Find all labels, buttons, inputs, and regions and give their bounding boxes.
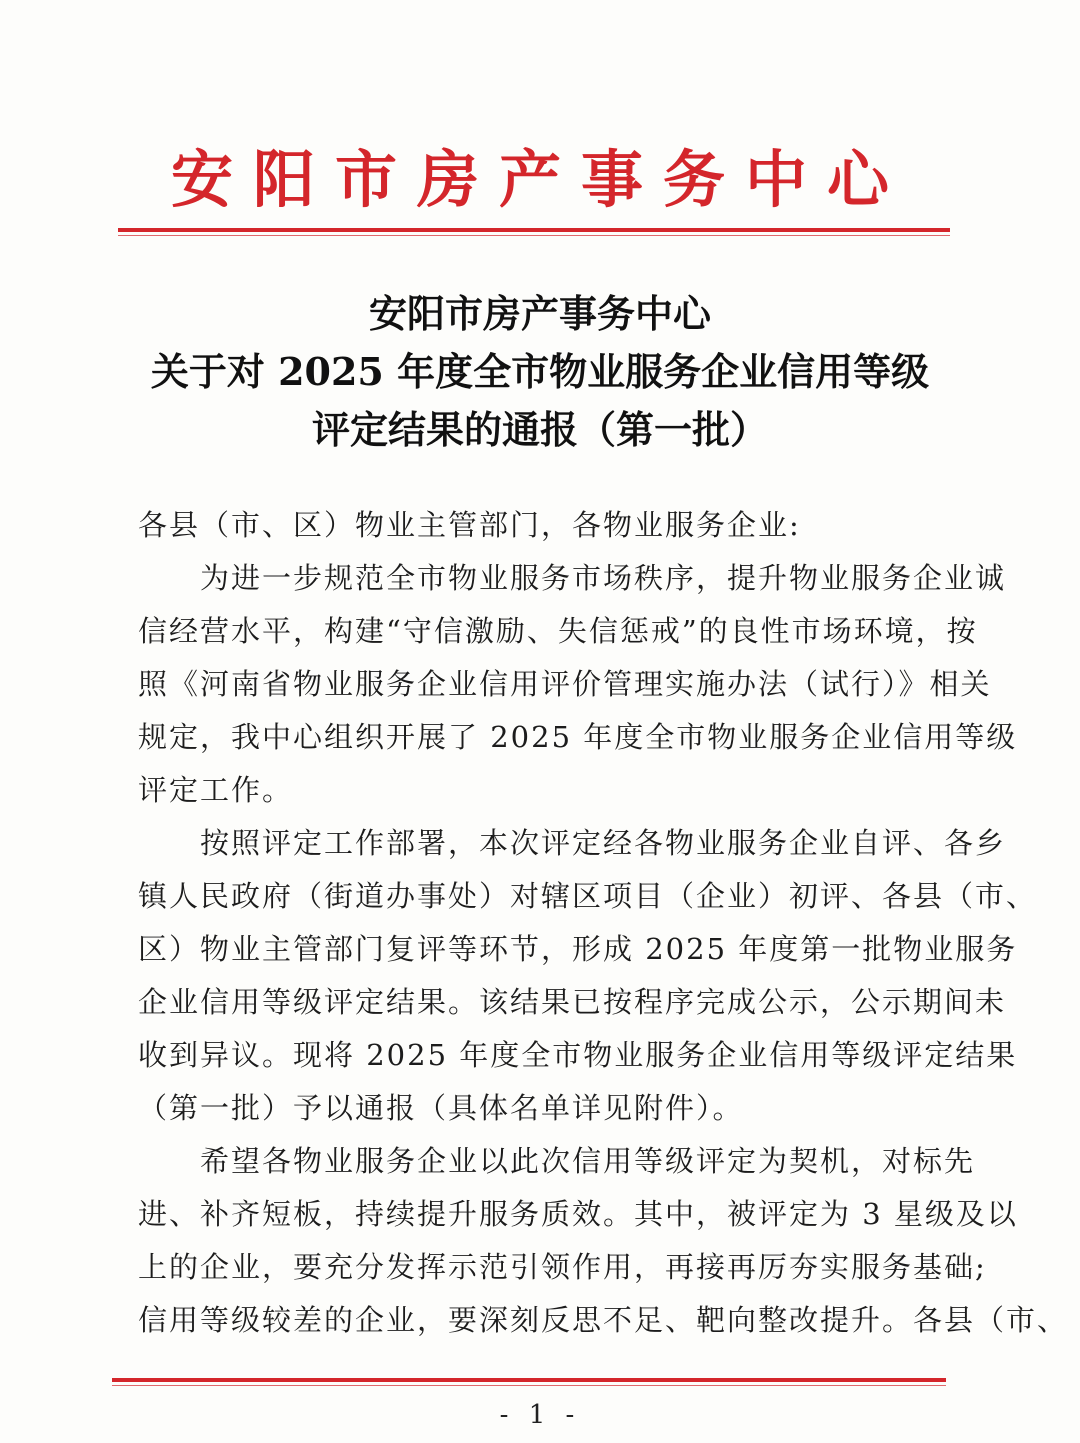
document-title-line-1: 安阳市房产事务中心 xyxy=(368,291,711,336)
body-line: 区）物业主管部门复评等环节，形成 2025 年度第一批物业服务 xyxy=(138,932,1018,966)
body-line: 信用等级较差的企业，要深刻反思不足、靶向整改提升。各县（市、 xyxy=(138,1303,1069,1337)
body-line: 按照评定工作部署，本次评定经各物业服务企业自评、各乡 xyxy=(138,826,1007,860)
document-title-line-3: 评定结果的通报（第一批） xyxy=(311,407,768,452)
salutation-line: 各县（市、区）物业主管部门，各物业服务企业: xyxy=(138,508,801,542)
red-header-rule-thin xyxy=(118,235,950,236)
red-footer-rule-thin xyxy=(112,1385,946,1386)
body-line: 为进一步规范全市物业服务市场秩序，提升物业服务企业诚 xyxy=(138,561,1007,595)
red-header-rule xyxy=(118,228,950,232)
issuing-org-header: 安阳市房产事务中心 xyxy=(170,143,909,216)
document-title-line-2: 关于对 2025 年度全市物业服务企业信用等级 xyxy=(150,349,930,394)
body-line: 照《河南省物业服务企业信用评价管理实施办法（试行）》相关 xyxy=(138,667,992,701)
body-line: 收到异议。现将 2025 年度全市物业服务企业信用等级评定结果 xyxy=(138,1038,1018,1072)
body-line: （第一批）予以通报（具体名单详见附件）。 xyxy=(138,1091,744,1125)
body-line: 信经营水平，构建“守信激励、失信惩戒”的良性市场环境，按 xyxy=(138,614,978,648)
body-line: 企业信用等级评定结果。该结果已按程序完成公示，公示期间未 xyxy=(138,985,1007,1019)
red-footer-rule xyxy=(112,1378,946,1382)
body-line: 上的企业，要充分发挥示范引领作用，再接再厉夯实服务基础; xyxy=(138,1250,987,1284)
body-line: 进、补齐短板，持续提升服务质效。其中，被评定为 3 星级及以 xyxy=(138,1197,1018,1231)
body-line: 规定，我中心组织开展了 2025 年度全市物业服务企业信用等级 xyxy=(138,720,1018,754)
body-line: 评定工作。 xyxy=(138,773,294,807)
page-number: - 1 - xyxy=(499,1400,581,1430)
body-line: 镇人民政府（街道办事处）对辖区项目（企业）初评、各县（市、 xyxy=(138,879,1038,913)
body-line: 希望各物业服务企业以此次信用等级评定为契机，对标先 xyxy=(138,1144,976,1178)
